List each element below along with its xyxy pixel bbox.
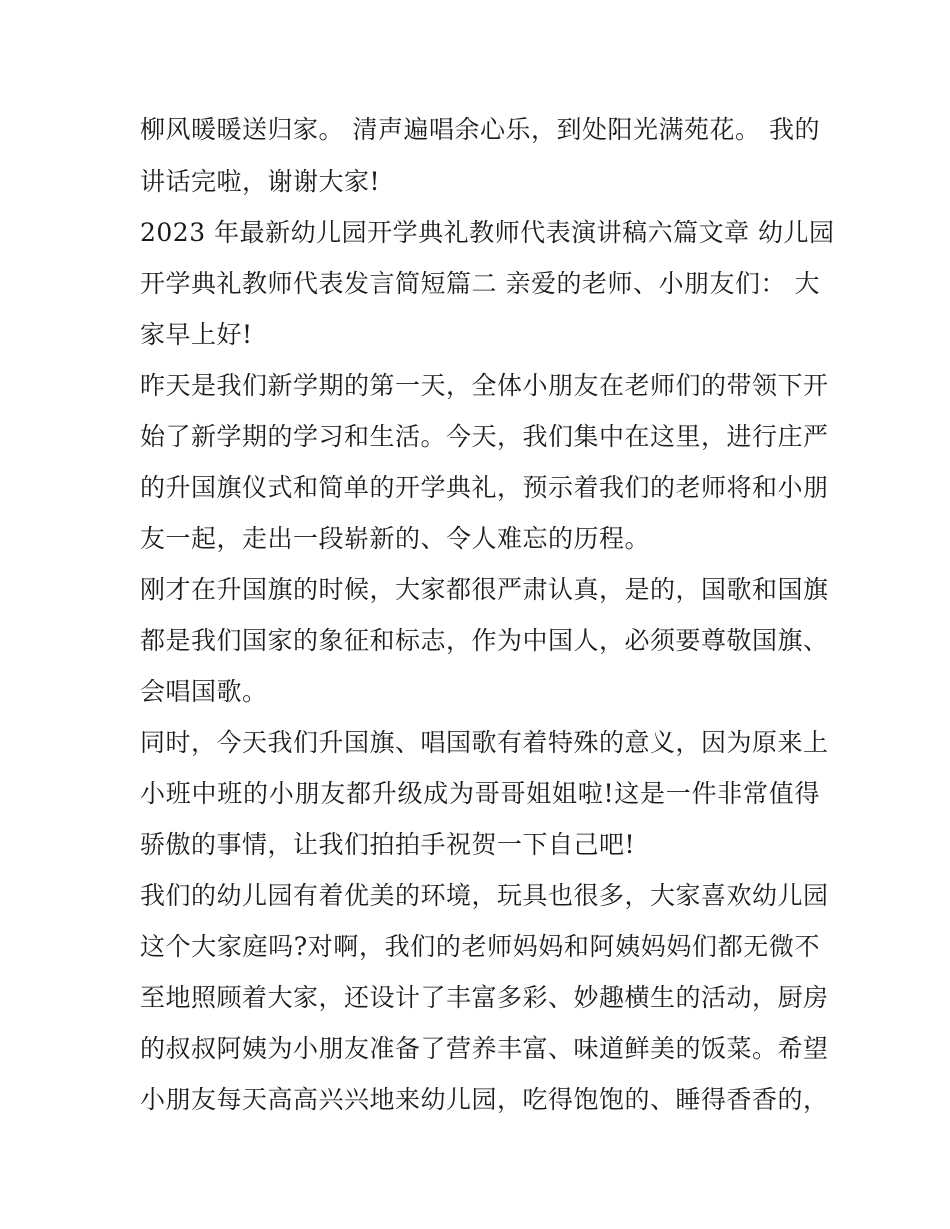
text-line: 友一起，走出一段崭新的、令人难忘的历程。 — [140, 524, 651, 553]
text-line: 的叔叔阿姨为小朋友准备了营养丰富、味道鲜美的饭菜。希望 — [140, 1034, 829, 1063]
text-line: 同时，今天我们升国旗、唱国歌有着特殊的意义，因为原来上 — [140, 728, 829, 757]
text-line: 会唱国歌。 — [140, 677, 268, 706]
text-line: 的升国旗仪式和简单的开学典礼，预示着我们的老师将和小朋 — [140, 473, 829, 502]
text-line: 柳风暖暖送归家。 清声遍唱余心乐，到处阳光满苑花。 我的 — [140, 115, 820, 144]
text-line: 始了新学期的学习和生活。今天，我们集中在这里，进行庄严 — [140, 422, 829, 451]
text-line: 我们的幼儿园有着优美的环境，玩具也很多，大家喜欢幼儿园 — [140, 881, 829, 910]
text-line: 2023 年最新幼儿园开学典礼教师代表演讲稿六篇文章 幼儿园 — [140, 218, 835, 247]
text-line: 昨天是我们新学期的第一天，全体小朋友在老师们的带领下开 — [140, 371, 829, 400]
text-line: 刚才在升国旗的时候，大家都很严肃认真，是的，国歌和国旗 — [140, 575, 829, 604]
text-line: 小班中班的小朋友都升级成为哥哥姐姐啦!这是一件非常值得 — [140, 779, 820, 808]
text-line: 讲话完啦，谢谢大家! — [140, 167, 381, 196]
text-line: 至地照顾着大家，还设计了丰富多彩、妙趣横生的活动，厨房 — [140, 983, 829, 1012]
text-line: 骄傲的事情，让我们拍拍手祝贺一下自己吧! — [140, 830, 636, 859]
text-line: 都是我们国家的象征和标志，作为中国人，必须要尊敬国旗、 — [140, 626, 829, 655]
text-line: 小朋友每天高高兴兴地来幼儿园，吃得饱饱的、睡得香香的， — [140, 1085, 829, 1114]
text-line: 家早上好! — [140, 320, 253, 349]
text-line: 这个大家庭吗?对啊，我们的老师妈妈和阿姨妈妈们都无微不 — [140, 932, 820, 961]
text-line: 开学典礼教师代表发言简短篇二 亲爱的老师、小朋友们： 大 — [140, 269, 820, 298]
